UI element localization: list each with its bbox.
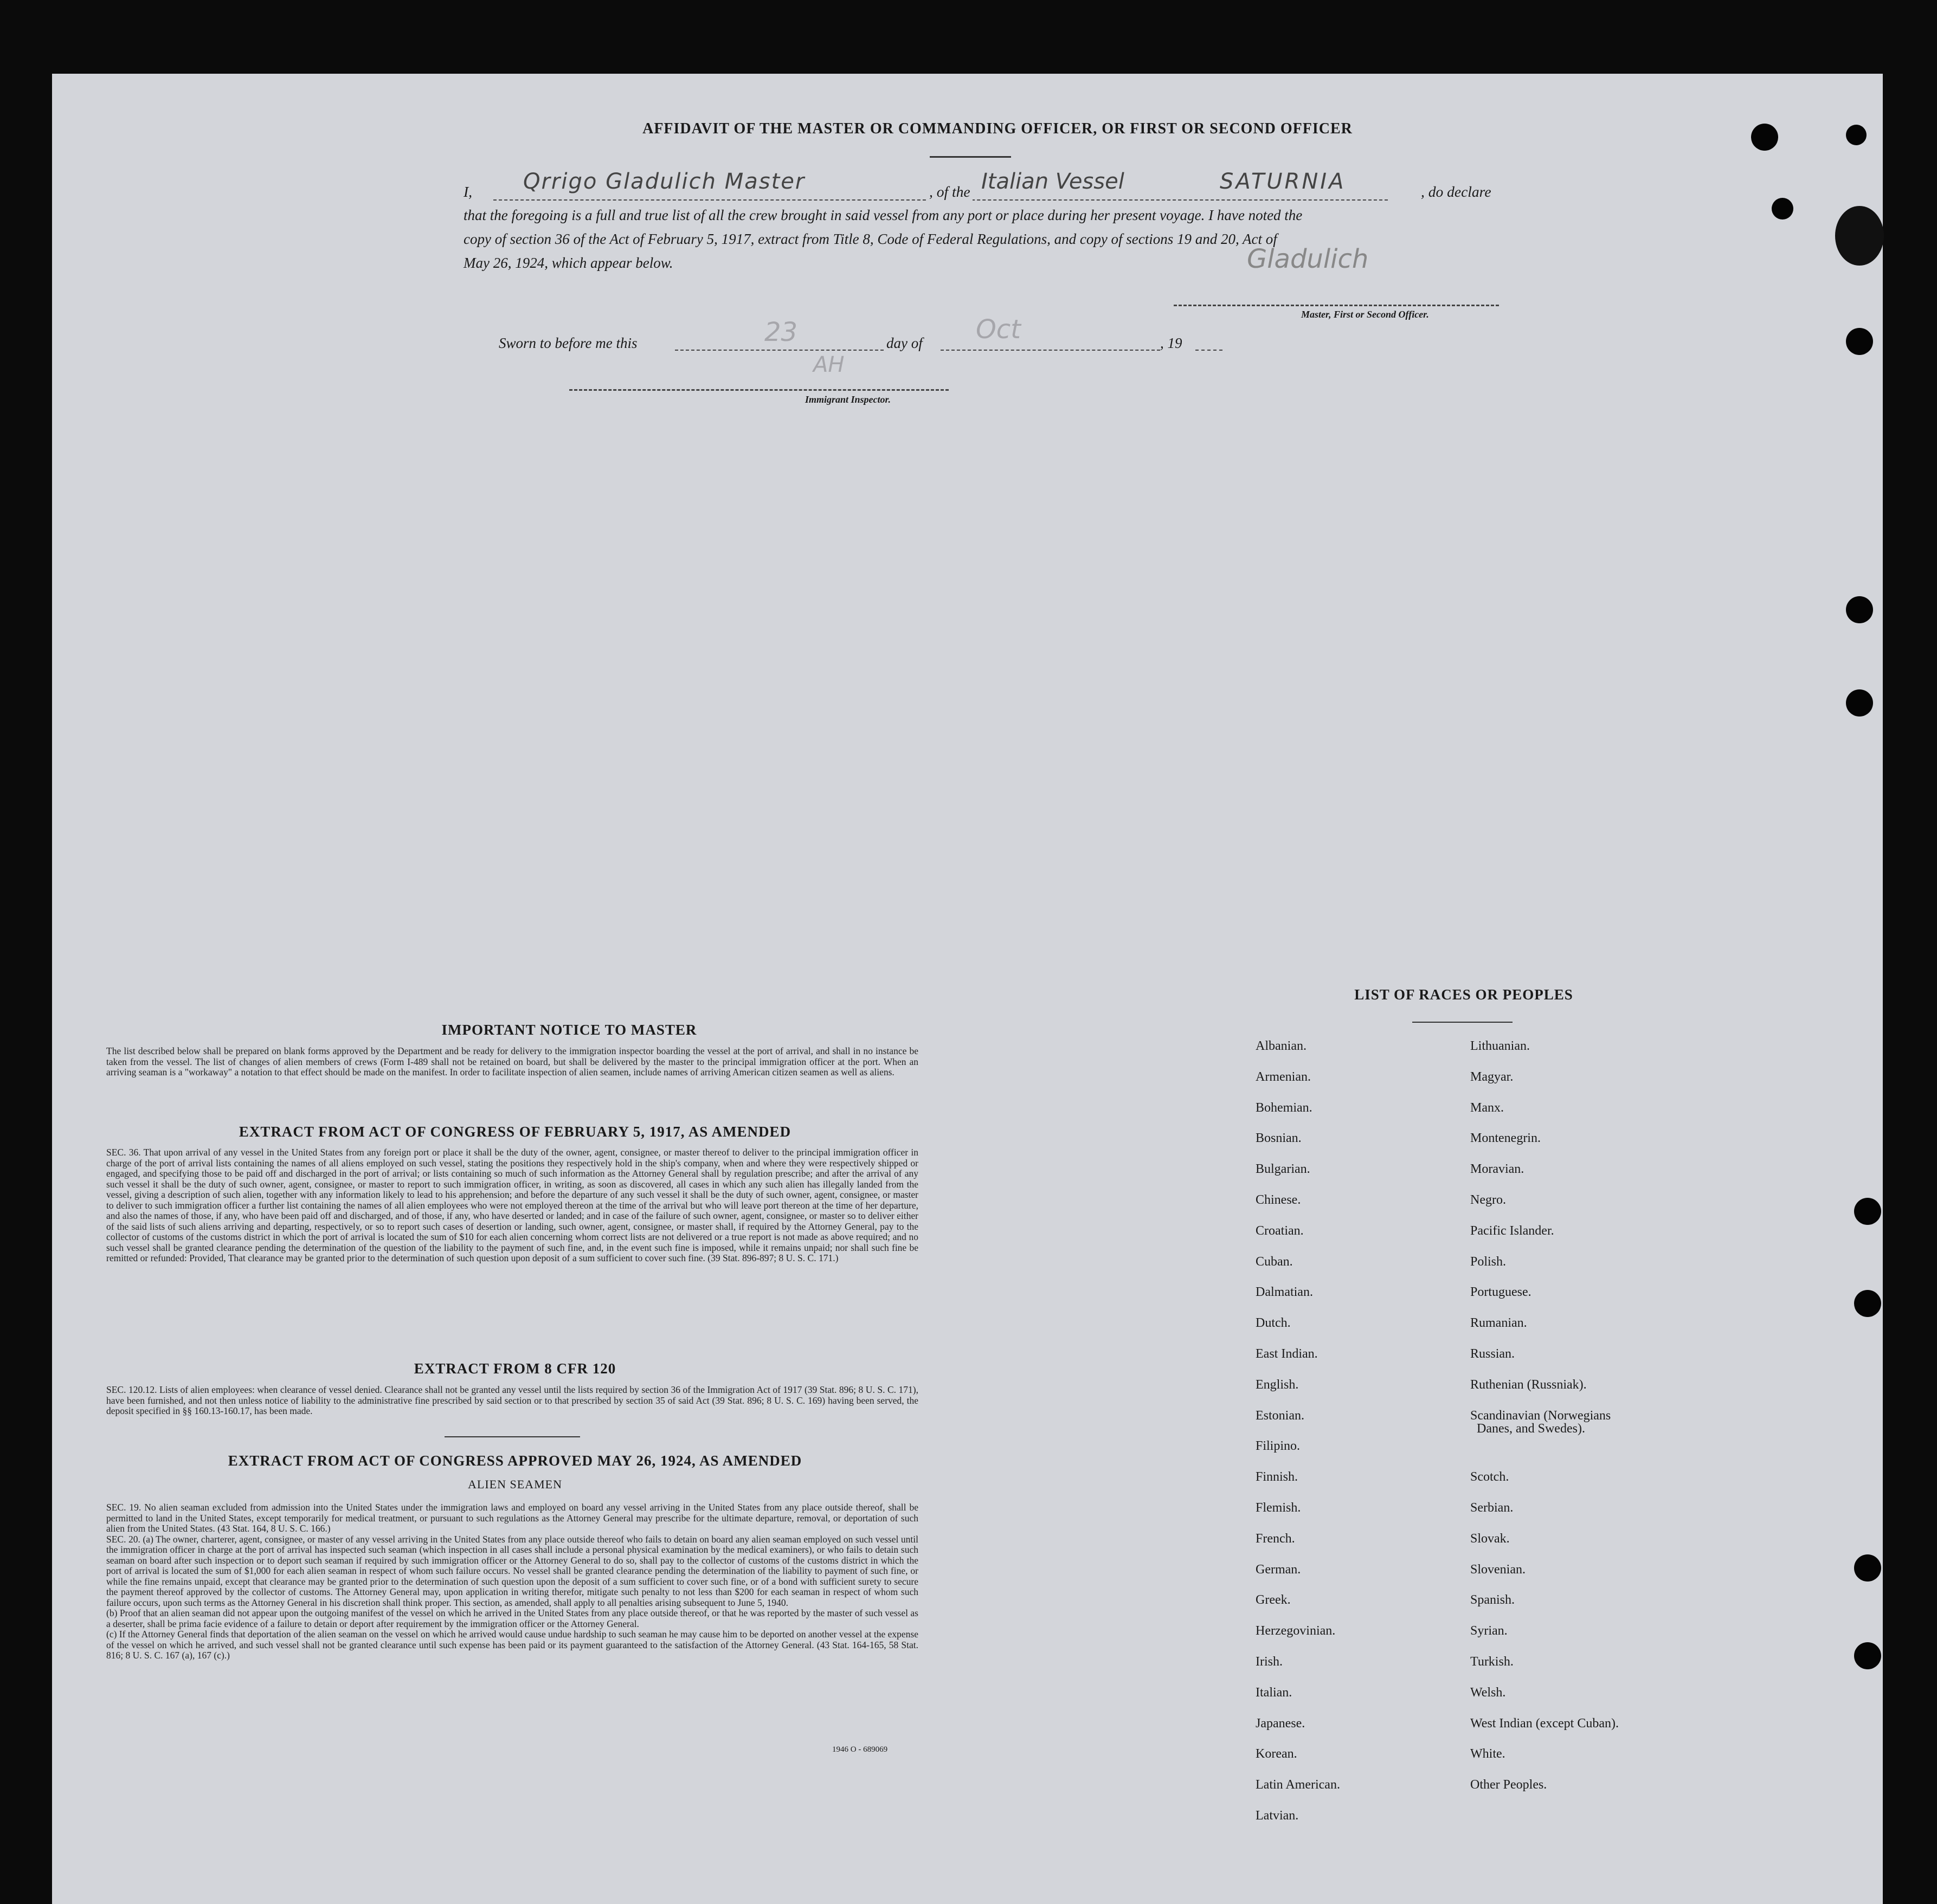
sworn-month-line [941, 350, 1160, 351]
sworn-hand-month: Oct [976, 314, 1021, 345]
race-item: Cuban. [1256, 1254, 1293, 1269]
race-item: Ruthenian (Russniak). [1470, 1377, 1587, 1392]
sworn-day-line [675, 350, 884, 351]
race-item: Pacific Islander. [1470, 1223, 1554, 1238]
decl-of-the: , of the [927, 183, 973, 201]
race-item: Filipino. [1256, 1439, 1301, 1454]
ink-blot [1835, 206, 1884, 266]
race-item: Slovak. [1470, 1531, 1510, 1546]
race-item: Slovenian. [1470, 1562, 1526, 1577]
handwritten-master-name: Qrrigo Gladulich Master [523, 169, 806, 194]
race-item: Spanish. [1470, 1593, 1515, 1608]
race-item: English. [1256, 1377, 1299, 1392]
punch-hole [1846, 689, 1873, 717]
sec-19-paragraph: SEC. 19. No alien seaman excluded from admission into the United States under the immigration laws and employed on board any vessel arriving in the United States from any place outside thereof, shall be permitted to land in the United States, except temporarily for medical treatment, or pursuant to such regulations as the Attorney General may prescribe for the ultimate departure, removal, or deportation of such alien from the United States. (43 Stat. 164, 8 U. S. C. 166.) [106, 1502, 918, 1534]
cfr-title: EXTRACT FROM 8 CFR 120 [414, 1360, 616, 1377]
race-item: Magyar. [1470, 1069, 1514, 1084]
race-item: Lithuanian. [1470, 1039, 1530, 1053]
day-of-text: day of [886, 335, 923, 351]
year-prefix: , 19 [1160, 335, 1182, 351]
cfr-rule [445, 1436, 580, 1437]
race-item: Herzegovinian. [1256, 1624, 1336, 1638]
race-item: White. [1470, 1747, 1505, 1761]
race-item: Montenegrin. [1470, 1131, 1541, 1146]
punch-hole [1846, 328, 1873, 355]
race-item: Moravian. [1470, 1162, 1524, 1177]
signature-line [1174, 305, 1499, 306]
extract-1924-title: EXTRACT FROM ACT OF CONGRESS APPROVED MAY 26, 1924, AS AMENDED [228, 1453, 802, 1469]
punch-hole [1854, 1642, 1881, 1669]
race-item: Dalmatian. [1256, 1285, 1313, 1300]
race-item: Dutch. [1256, 1316, 1291, 1331]
year-line [1195, 350, 1222, 351]
print-code: 1946 O - 689069 [832, 1745, 888, 1754]
cfr-body: SEC. 120.12. Lists of alien employees: when clearance of vessel denied. Clearance shall not be granted any vessel until the lists required by section 36 of the Immigration Act of 1917 (39 Stat. 896; 8 U. S. C. 171), have been furnished, and not then unless notice of liability to the administrative fine prescribed by said section or to that prescribed by section 35 of said Act (39 Stat. 896; 8 U. S. C. 169) having been served, the deposit specified in §§ 160.13-160.17, has been made. [106, 1384, 918, 1416]
inspector-line [569, 389, 949, 391]
race-item: Turkish. [1470, 1655, 1514, 1669]
sworn-hand-initials: AH [813, 352, 845, 377]
race-item: Manx. [1470, 1100, 1504, 1115]
extract-1917-title: EXTRACT FROM ACT OF CONGRESS OF FEBRUARY 5, 1917, AS AMENDED [239, 1124, 791, 1140]
punch-hole [1854, 1290, 1881, 1317]
race-item: Croatian. [1256, 1223, 1304, 1238]
punch-hole [1854, 1198, 1881, 1225]
punch-hole [1772, 198, 1793, 220]
race-item: Polish. [1470, 1254, 1507, 1269]
race-item: Negro. [1470, 1193, 1506, 1207]
race-item: Latvian. [1256, 1809, 1299, 1823]
race-item: Flemish. [1256, 1501, 1301, 1515]
decl-line-2: that the foregoing is a full and true list of all the crew brought in said vessel from any port or place during her present voyage. I have noted the [464, 207, 1303, 223]
race-item: German. [1256, 1562, 1301, 1577]
affidavit-title: AFFIDAVIT OF THE MASTER OR COMMANDING OFFICER, OR FIRST OR SECOND OFFICER [642, 120, 1353, 137]
race-item: Italian. [1256, 1685, 1292, 1700]
race-item: Serbian. [1470, 1501, 1514, 1515]
race-item: Scotch. [1470, 1470, 1509, 1485]
race-item: Rumanian. [1470, 1316, 1527, 1331]
race-item: Estonian. [1256, 1408, 1304, 1423]
race-item: Finnish. [1256, 1470, 1298, 1485]
race-item: Irish. [1256, 1655, 1283, 1669]
title-rule [930, 156, 1011, 158]
race-item: Syrian. [1470, 1624, 1508, 1638]
extract-1924-body [106, 1502, 918, 1661]
punch-hole [1854, 1554, 1881, 1582]
extract-1924-subtitle: ALIEN SEAMEN [468, 1477, 562, 1491]
notice-title: IMPORTANT NOTICE TO MASTER [441, 1022, 697, 1038]
races-rule [1412, 1022, 1513, 1023]
punch-hole [1846, 596, 1873, 623]
race-item: Korean. [1256, 1747, 1297, 1761]
race-item: Bulgarian. [1256, 1162, 1310, 1177]
race-item: Greek. [1256, 1593, 1291, 1608]
race-item: Albanian. [1256, 1039, 1307, 1053]
notice-body: The list described below shall be prepared on blank forms approved by the Department and be ready for delivery to the immigration inspector boarding the vessel at the port of arrival, and shall in no instance be taken from the vessel. The list of changes of alien members of crews (Form I-489 shall not be retained on board, but shall be delivered by the master to the principal immigration officer at the port. When an arriving seaman is a "workaway" a notation to that effect should be made on the manifest. In order to facilitate inspection of alien seamen, include names of arriving American citizen seamen as well as aliens. [106, 1045, 918, 1077]
race-item: Bosnian. [1256, 1131, 1302, 1146]
sworn-text: Sworn to before me this [499, 335, 638, 351]
decl-line-4: May 26, 1924, which appear below. [464, 255, 673, 271]
race-item: Russian. [1470, 1347, 1515, 1361]
sec-20c-paragraph: (c) If the Attorney General finds that deportation of the alien seaman on the vessel on which he arrived would cause undue hardship to such seaman he may cause him to be deported on another vessel at the expense of the vessel on which he arrived, and such vessel shall not be granted clearance until such expense has been paid or its payment guaranteed to the satisfaction of the Attorney General. (43 Stat. 164-165, 58 Stat. 816; 8 U. S. C. 167 (a), 167 (c).) [106, 1629, 918, 1661]
race-item: Scandinavian (Norwegians Danes, and Swedes). [1470, 1408, 1611, 1436]
handwritten-ship-name: SATURNIA [1220, 169, 1346, 194]
sec-20b-paragraph: (b) Proof that an alien seaman did not appear upon the outgoing manifest of the vessel on which he arrived in the United States from any place outside thereof, or that he was reported by the master of such vessel as a deserter, shall be prima facie evidence of a failure to detain or deport after requirement by the immigration officer or the Attorney General. [106, 1608, 918, 1629]
race-item: Armenian. [1256, 1069, 1311, 1084]
decl-line-3: copy of section 36 of the Act of February 5, 1917, extract from Title 8, Code of Federal Regulations, and copy of sections 19 and 20, Act of [464, 231, 1277, 247]
sworn-hand-day: 23 [764, 317, 798, 347]
handwritten-vessel: Italian Vessel [981, 169, 1124, 194]
race-item: Portuguese. [1470, 1285, 1531, 1300]
race-item: Other Peoples. [1470, 1778, 1547, 1792]
race-item: Welsh. [1470, 1685, 1506, 1700]
decl-do-declare: , do declare [1419, 183, 1494, 201]
race-item: East Indian. [1256, 1347, 1318, 1361]
race-item: French. [1256, 1531, 1295, 1546]
master-signature: Gladulich [1247, 244, 1369, 274]
punch-hole [1846, 125, 1867, 145]
extract-1917-body: SEC. 36. That upon arrival of any vessel in the United States from any foreign port or place it shall be the duty of the owner, agent, consignee, or master thereof to deliver to the principal immigration officer in charge of the port of arrival lists containing the names of all aliens employed on such vessel, stating the positions they respectively hold in the ship's company, when and where they were respectively shipped or engaged, and specifying those to be paid off and discharged in the port of arrival; or lists containing so much of such information as the Attorney General shall by regulation prescribe; and after the arrival of any such vessel it shall be the duty of such owner, agent, consignee, or master to report to such immigration officer, in writing, as soon as discovered, all cases in which any such alien has illegally landed from the vessel, giving a description of such alien, together with any information likely to lead to his apprehension; and before the departure of any such vessel it shall be the duty of such owner, agent, consignee, or master to deliver to such immigration officer a further list containing the names of all alien employees who were not employed thereon at the time of the arrival but who will leave port thereon at the time of her departure, and also the names of those, if any, who have been paid off and discharged, and of those, if any, who have deserted or landed; and in case of the failure of such owner, agent, consignee, or master so to deliver either of the said lists of such aliens arriving and departing, respectively, or so to report such cases of desertion or landing, such owner, agent, consignee, or master shall, if required by the Attorney General, pay to the collector of customs of the customs district in which the port of arrival is located the sum of $10 for each alien concerning whom correct lists are not delivered or a true report is not made as above required; and no such vessel shall be granted clearance pending the determination of the question of the liability to the payment of such fine, and, in the event such fine is imposed, while it remains unpaid; nor shall such fine be remitted or refunded: Provided, That clearance may be granted prior to the determination of such question upon deposit of a sum sufficient to cover such fine. (39 Stat. 896-897; 8 U. S. C. 171.) [106, 1147, 918, 1263]
race-item: Japanese. [1256, 1716, 1305, 1731]
sec-20a-paragraph: SEC. 20. (a) The owner, charterer, agent, consignee, or master of any vessel arriving in the United States from any place outside thereof who fails to detain on board any alien seaman employed on such vessel until the immigration officer in charge at the port of arrival has inspected such seaman (which inspection in all cases shall include a personal physical examination by the medical examiners), or who fails to detain such seaman on board after such inspection or to deport such seaman if required by such immigration officer or the Attorney General to do so, shall pay to the collector of customs of the customs district in which the port of arrival is located the sum of $1,000 for each alien seaman in respect of whom such failure occurs. No vessel shall be granted clearance pending the determination of the liability to payment of such fine, or while the fine remains unpaid, except that clearance may be granted prior to the determination of such question upon the deposit of a sum sufficient to cover such fine, or of a bond with sufficient surety to secure the payment thereof approved by the collector of customs. The Attorney General may, upon application in writing therefor, mitigate such penalty to not less than $200 for each seaman in respect of whom such failure occurs, upon such terms as the Attorney General in his discretion shall think proper. This section, as amended, shall apply to all penalties arising subsequent to June 5, 1940. [106, 1533, 918, 1608]
race-item: West Indian (except Cuban). [1470, 1716, 1619, 1731]
race-item: Bohemian. [1256, 1100, 1312, 1115]
race-item: Latin American. [1256, 1778, 1340, 1792]
race-item: Chinese. [1256, 1193, 1301, 1207]
inspector-label: Immigrant Inspector. [805, 394, 891, 405]
decl-i: I, [464, 183, 473, 200]
punch-hole [1751, 124, 1778, 151]
races-title: LIST OF RACES OR PEOPLES [1354, 986, 1573, 1003]
master-label: Master, First or Second Officer. [1301, 309, 1429, 320]
